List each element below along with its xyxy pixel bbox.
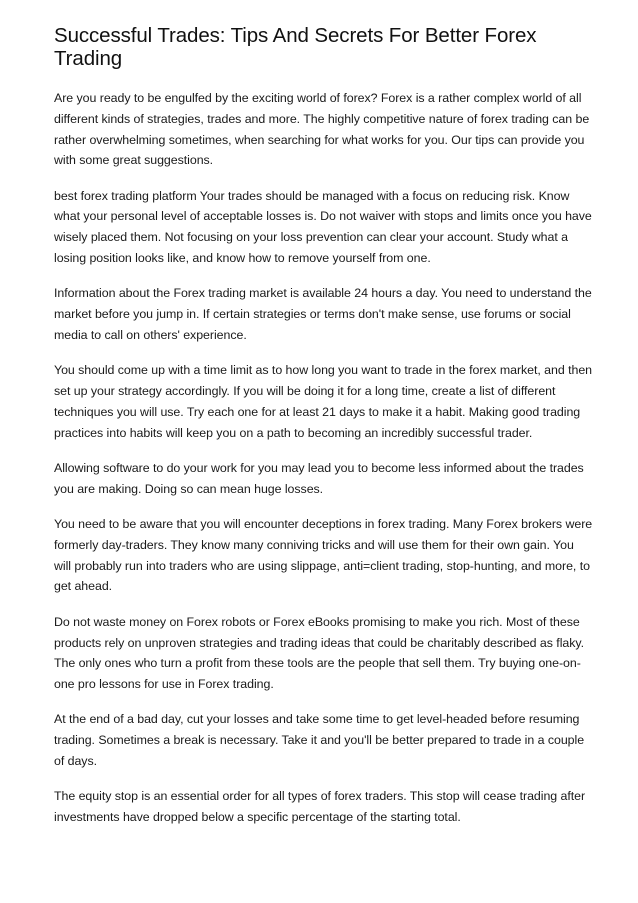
paragraph-equity-stop: The equity stop is an essential order for all types of forex traders. This stop will cease trading after investments have dropped below a specific percentage of the starting total. [54, 789, 586, 825]
paragraph-robots: Do not waste money on Forex robots or Forex eBooks promising to make you rich. Most of these products rely on unproven strategies and trading ideas that could be charitably described as flaky. The only ones who turn a profit from these tools are the people that sell them. Try buying one-on-one pro lessons for use in Forex trading. [54, 614, 584, 692]
paragraph-bad-day: At the end of a bad day, cut your losses and take some time to get level-headed before resuming trading. Sometimes a break is necessary. Take it and you'll be better prepared to trade in a couple of days. [54, 712, 585, 769]
document-title: Successful Trades: Tips And Secrets For Better Forex Trading [54, 24, 537, 70]
paragraph-time-limit: You should come up with a time limit as to how long you want to trade in the forex market, and then set up your strategy accordingly. If you will be doing it for a long time, create a list of different techniques you will use. Try each one for at least 21 days to make it a habit. Making good trading practices into habits will keep you on a path to becoming an incredibly successful trader. [54, 363, 593, 440]
paragraph-risk-management: best forex trading platform Your trades should be managed with a focus on reducing risk. Know what your personal level of acceptable losses is. Do not waiver with stops and limits once you have wisely placed them. Not focusing on your loss prevention can clear your account. Study what a losing position looks like, and know how to remove yourself from one. [54, 188, 592, 266]
paragraph-deceptions: You need to be aware that you will encounter deceptions in forex trading. Many Forex brokers were formerly day-traders. They know many conniving tricks and will use them for their own gain. You will probably run into traders who are using slippage, anti=client trading, stop-hunting, and more, to get ahead. [54, 517, 593, 594]
document-page [54, 24, 594, 842]
paragraph-market-information: Information about the Forex trading market is available 24 hours a day. You need to understand the market before you jump in. If certain strategies or terms don't make sense, use forums or social media to call on others' experience. [54, 286, 592, 342]
paragraph-software: Allowing software to do your work for you may lead you to become less informed about the trades you are making. Doing so can mean huge losses. [54, 460, 584, 496]
paragraph-intro: Are you ready to be engulfed by the exciting world of forex? Forex is a rather complex world of all different kinds of strategies, trades and more. The highly competitive nature of forex trading can be rather overwhelming sometimes, when searching for what works for you. Our tips can provide you with some great suggestions. [54, 91, 590, 168]
